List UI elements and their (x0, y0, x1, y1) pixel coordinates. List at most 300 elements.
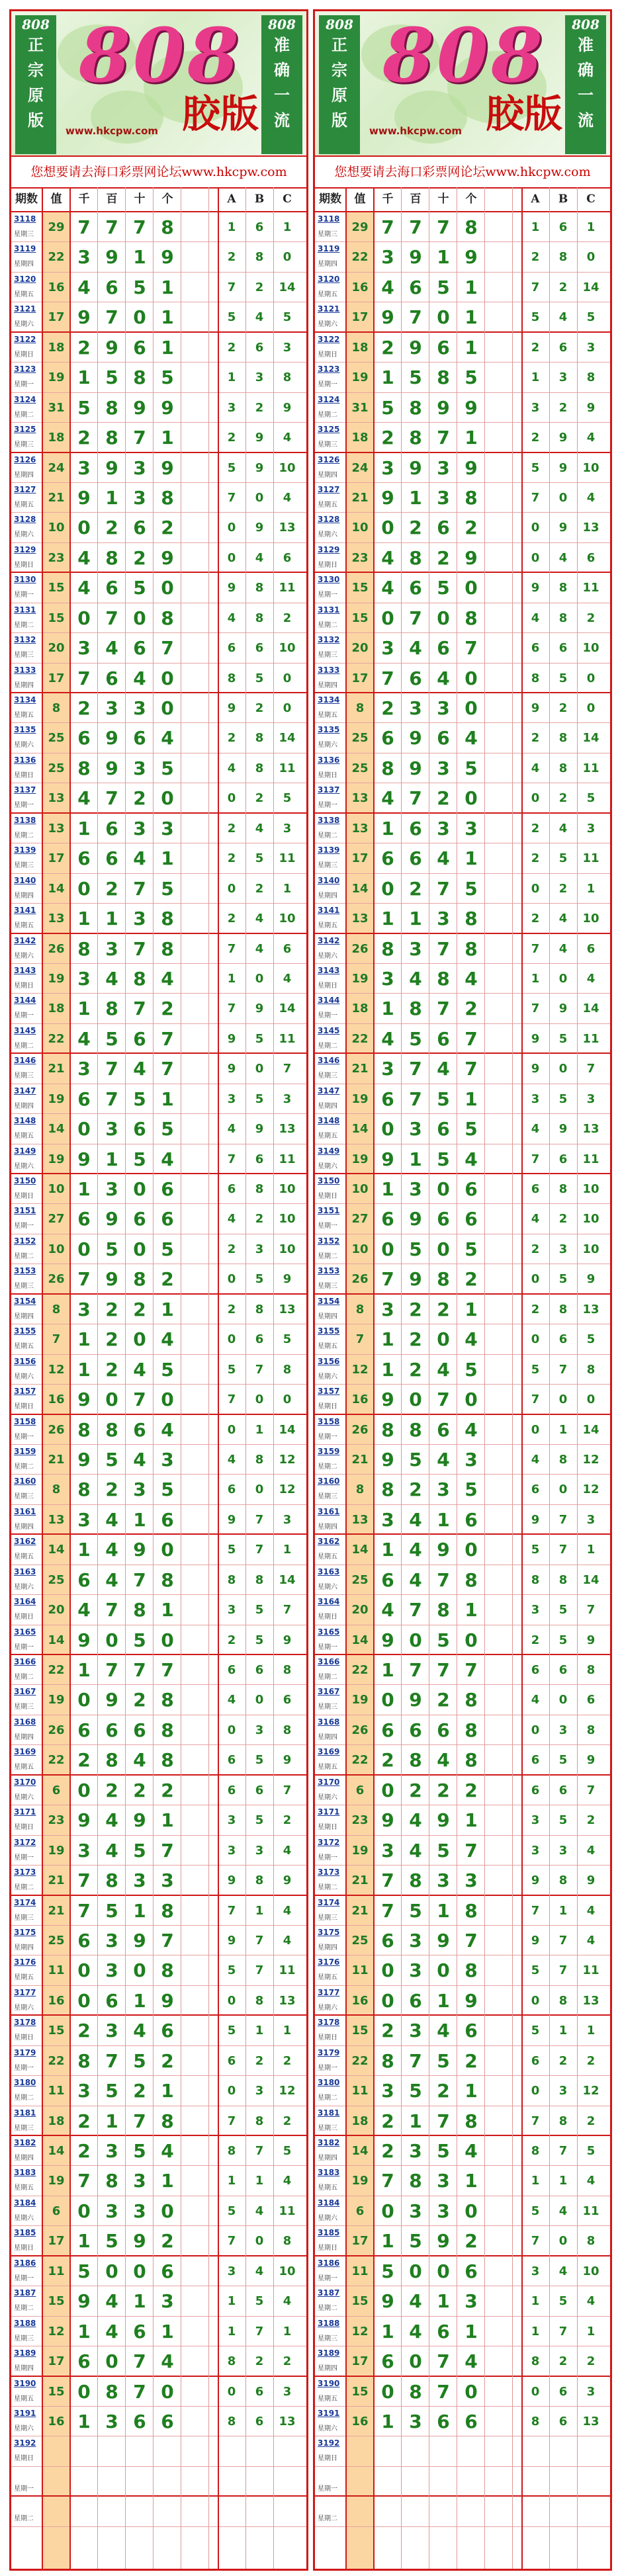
period-number[interactable]: 3146 (318, 1056, 340, 1066)
sum-value: 19 (347, 1685, 373, 1714)
code-c: 9 (586, 1272, 596, 1287)
period-number[interactable]: 3158 (318, 1416, 340, 1426)
period-number[interactable]: 3152 (318, 1236, 340, 1246)
period-number[interactable]: 3149 (318, 1146, 340, 1156)
digit-thousands: 3 (381, 456, 394, 479)
period-number[interactable]: 3156 (14, 1356, 36, 1366)
period-number[interactable]: 3187 (14, 2288, 36, 2298)
digit-units: 3 (465, 1448, 478, 1471)
code-a: 5 (531, 2204, 540, 2218)
period-number[interactable]: 3133 (318, 665, 340, 675)
period-number[interactable]: 3180 (14, 2078, 36, 2088)
sum-value: 10 (43, 1234, 69, 1264)
period-number[interactable]: 3154 (14, 1296, 36, 1306)
period-number[interactable]: 3151 (318, 1206, 340, 1216)
code-c: 12 (582, 1452, 599, 1467)
period-number[interactable]: 3136 (14, 755, 36, 765)
code-b: 8 (558, 250, 568, 265)
digit-thousands: 8 (77, 937, 91, 960)
period-number[interactable]: 3156 (318, 1356, 340, 1366)
period-number[interactable]: 3166 (14, 1657, 36, 1666)
period-number[interactable]: 3163 (318, 1567, 340, 1576)
period-number[interactable]: 3155 (318, 1326, 340, 1336)
period-number[interactable]: 3137 (14, 785, 36, 795)
period-cell (315, 693, 345, 722)
digit-thousands: 7 (381, 1268, 394, 1291)
sum-value: 19 (347, 1836, 373, 1865)
period-number[interactable]: 3139 (14, 845, 36, 855)
period-number[interactable]: 3129 (14, 544, 36, 554)
period-number[interactable]: 3126 (14, 454, 36, 464)
digit-hundreds: 6 (409, 1719, 422, 1741)
period-cell (315, 483, 345, 512)
period-number[interactable]: 3137 (318, 785, 340, 795)
period-number[interactable]: 3177 (318, 1987, 340, 1997)
period-number[interactable]: 3159 (318, 1446, 340, 1456)
digit-units (458, 2436, 484, 2466)
period-number[interactable]: 3135 (14, 725, 36, 735)
period-number[interactable]: 3173 (14, 1868, 36, 1877)
digit-thousands: 1 (381, 908, 394, 930)
period-number[interactable]: 3180 (318, 2078, 340, 2088)
digit-units: 0 (465, 577, 478, 599)
code-c: 11 (279, 1152, 296, 1166)
digit-hundreds: 5 (105, 1448, 118, 1471)
digit-tens: 3 (437, 697, 450, 719)
weekday-label: 星期六 (318, 321, 337, 329)
period-number[interactable]: 3178 (14, 2018, 36, 2028)
period-number[interactable]: 3150 (14, 1176, 36, 1185)
banner-left-corner-word: 宗 (332, 60, 347, 79)
period-cell (11, 904, 42, 932)
sum-value: 21 (347, 1866, 373, 1894)
period-number[interactable]: 3124 (14, 394, 36, 404)
header-period: 期数 (15, 193, 38, 206)
code-c: 0 (283, 1393, 292, 1407)
table-row (315, 2497, 610, 2526)
period-number[interactable]: 3124 (318, 394, 340, 404)
sum-value: 31 (347, 393, 373, 422)
table-row (11, 1174, 306, 1204)
period-number[interactable]: 3158 (14, 1416, 36, 1426)
digit-thousands: 4 (77, 546, 91, 569)
forum-notice[interactable]: 您想要请去海口彩票网论坛www.hkcpw.com (315, 155, 610, 189)
code-b: 4 (255, 912, 264, 926)
code-b: 6 (255, 2384, 264, 2399)
digit-tens: 8 (133, 1599, 146, 1621)
period-number[interactable]: 3148 (14, 1116, 36, 1126)
period-number[interactable]: 3165 (318, 1627, 340, 1637)
period-number[interactable]: 3169 (14, 1747, 36, 1757)
period-number[interactable]: 3122 (318, 334, 340, 344)
period-number[interactable]: 3172 (14, 1837, 36, 1847)
period-number[interactable]: 3125 (14, 425, 36, 435)
code-c: 10 (279, 2264, 296, 2278)
period-number[interactable]: 3138 (14, 815, 36, 825)
table-row (11, 1955, 306, 1985)
digit-units: 8 (465, 1689, 478, 1711)
digit-thousands: 1 (381, 2320, 394, 2342)
period-number[interactable]: 3182 (318, 2138, 340, 2147)
period-number[interactable]: 3140 (318, 875, 340, 885)
table-row (315, 2226, 610, 2256)
code-b: 7 (255, 1362, 264, 1377)
period-number[interactable]: 3177 (14, 1987, 36, 1997)
digit-units: 8 (465, 908, 478, 930)
period-number[interactable]: 3183 (318, 2168, 340, 2178)
period-number[interactable]: 3153 (14, 1266, 36, 1276)
digit-units: 4 (161, 727, 174, 750)
digit-hundreds: 9 (409, 1268, 422, 1291)
weekday-label: 星期二 (318, 2305, 337, 2313)
code-b: 5 (255, 1092, 264, 1106)
period-number[interactable]: 3143 (318, 965, 340, 975)
period-number[interactable]: 3169 (318, 1747, 340, 1757)
period-number[interactable]: 3187 (318, 2288, 340, 2298)
weekday-label: 星期四 (14, 2155, 34, 2162)
period-cell (315, 2346, 345, 2375)
period-number[interactable]: 3191 (14, 2408, 36, 2418)
period-number[interactable]: 3190 (318, 2378, 340, 2388)
grid-rows (315, 212, 610, 2527)
period-number[interactable]: 3174 (318, 1897, 340, 1907)
code-b: 6 (255, 1332, 264, 1347)
code-c: 8 (586, 370, 596, 385)
period-number[interactable]: 3192 (318, 2438, 340, 2448)
period-number[interactable]: 3183 (14, 2168, 36, 2178)
code-a: 1 (531, 2324, 540, 2339)
period-number[interactable]: 3154 (318, 1296, 340, 1306)
code-c: 13 (582, 1302, 599, 1316)
digit-tens: 7 (133, 216, 146, 238)
period-number[interactable]: 3167 (318, 1687, 340, 1697)
digit-tens: 4 (437, 1358, 450, 1381)
period-number[interactable]: 3134 (318, 695, 340, 705)
period-number[interactable]: 3149 (14, 1146, 36, 1156)
period-number[interactable]: 3129 (318, 544, 340, 554)
period-number[interactable]: 3168 (14, 1717, 36, 1727)
digit-thousands: 1 (77, 908, 91, 930)
code-c: 3 (586, 340, 596, 355)
table-row (315, 423, 610, 452)
weekday-label: 星期四 (14, 261, 34, 269)
table-row (11, 1986, 306, 2016)
period-number[interactable]: 3171 (14, 1807, 36, 1817)
period-number[interactable]: 3153 (318, 1266, 340, 1276)
code-c: 3 (283, 340, 292, 355)
period-number[interactable]: 3128 (318, 515, 340, 525)
period-number[interactable]: 3126 (318, 454, 340, 464)
period-number[interactable]: 3131 (14, 605, 36, 615)
period-number[interactable]: 3123 (318, 365, 340, 374)
digit-hundreds: 9 (105, 246, 118, 269)
period-number[interactable]: 3118 (318, 214, 340, 224)
digit-tens: 0 (437, 607, 450, 629)
period-number[interactable]: 3185 (318, 2228, 340, 2238)
digit-tens: 0 (437, 306, 450, 329)
period-number[interactable]: 3172 (318, 1837, 340, 1847)
digit-tens: 2 (437, 546, 450, 569)
weekday-label: 星期日 (14, 2034, 34, 2042)
period-number[interactable]: 3118 (14, 214, 36, 224)
period-number[interactable]: 3184 (14, 2198, 36, 2208)
period-number[interactable]: 3184 (318, 2198, 340, 2208)
digit-thousands: 0 (381, 1989, 394, 2012)
period-number[interactable]: 3178 (318, 2018, 340, 2028)
code-b: 8 (558, 581, 568, 595)
period-number[interactable]: 3159 (14, 1446, 36, 1456)
period-number[interactable]: 3189 (318, 2348, 340, 2358)
sum-value: 7 (43, 1324, 69, 1353)
digit-units (154, 2497, 181, 2526)
weekday-label: 星期四 (318, 1312, 337, 1320)
period-number[interactable]: 3130 (14, 575, 36, 585)
period-number[interactable]: 3141 (14, 906, 36, 916)
sum-value: 25 (347, 1926, 373, 1955)
period-number[interactable]: 3174 (14, 1897, 36, 1907)
period-number[interactable]: 3186 (14, 2258, 36, 2268)
period-number[interactable]: 3130 (318, 575, 340, 585)
code-c: 8 (586, 1362, 596, 1377)
period-number[interactable]: 3120 (318, 274, 340, 284)
code-c: 9 (586, 1873, 596, 1888)
table-row (315, 212, 610, 242)
period-number[interactable]: 3148 (318, 1116, 340, 1126)
period-number[interactable]: 3152 (14, 1236, 36, 1246)
code-c: 2 (283, 2053, 292, 2068)
digit-tens: 7 (133, 1568, 146, 1591)
period-number[interactable]: 3147 (318, 1086, 340, 1095)
digit-units: 9 (161, 1989, 174, 2012)
period-number[interactable]: 3165 (14, 1627, 36, 1637)
period-number[interactable]: 3143 (14, 965, 36, 975)
table-row (11, 1385, 306, 1414)
period-number[interactable]: 3160 (14, 1477, 36, 1486)
period-number[interactable]: 3119 (14, 244, 36, 254)
period-number[interactable]: 3179 (14, 2047, 36, 2057)
sum-value: 22 (347, 242, 373, 271)
period-number[interactable]: 3123 (14, 365, 36, 374)
banner-site-url[interactable]: www.hkcpw.com (369, 125, 463, 137)
code-b: 0 (255, 1062, 264, 1076)
code-a: 4 (531, 1122, 540, 1137)
weekday-label: 星期二 (318, 621, 337, 629)
code-a: 9 (531, 1933, 540, 1948)
digit-tens: 5 (437, 276, 450, 298)
period-number[interactable]: 3150 (318, 1176, 340, 1185)
digit-hundreds: 6 (409, 817, 422, 839)
period-number[interactable]: 3182 (14, 2138, 36, 2147)
period-number[interactable]: 3138 (318, 815, 340, 825)
period-number[interactable]: 3120 (14, 274, 36, 284)
period-number[interactable]: 3157 (318, 1387, 340, 1396)
banner-site-url[interactable]: www.hkcpw.com (66, 125, 159, 137)
period-number[interactable]: 3119 (318, 244, 340, 254)
period-number[interactable]: 3190 (14, 2378, 36, 2388)
period-number[interactable]: 3132 (318, 635, 340, 645)
period-number[interactable]: 3144 (14, 996, 36, 1006)
digit-thousands: 1 (381, 366, 394, 389)
digit-hundreds: 2 (105, 1479, 118, 1501)
period-number[interactable]: 3128 (14, 515, 36, 525)
sum-value: 14 (43, 2136, 69, 2165)
sum-value: 15 (43, 573, 69, 602)
period-number[interactable]: 3133 (14, 665, 36, 675)
period-cell (11, 242, 42, 271)
period-cell (315, 2166, 345, 2195)
code-c: 7 (283, 1603, 292, 1617)
period-number[interactable]: 3188 (14, 2318, 36, 2328)
code-a: 0 (227, 1332, 236, 1347)
period-number[interactable]: 3168 (318, 1717, 340, 1727)
period-number[interactable]: 3171 (318, 1807, 340, 1817)
period-number[interactable]: 3170 (14, 1777, 36, 1787)
period-number[interactable]: 3185 (14, 2228, 36, 2238)
digit-hundreds: 6 (409, 667, 422, 689)
period-number[interactable]: 3140 (14, 875, 36, 885)
period-number[interactable]: 3167 (14, 1687, 36, 1697)
period-number[interactable]: 3131 (318, 605, 340, 615)
code-c: 14 (582, 1422, 599, 1437)
forum-notice[interactable]: 您想要请去海口彩票网论坛www.hkcpw.com (11, 155, 306, 189)
digit-hundreds: 8 (105, 1869, 118, 1892)
period-number[interactable]: 3164 (318, 1597, 340, 1607)
code-a: 0 (227, 1723, 236, 1737)
period-number[interactable]: 3127 (318, 484, 340, 494)
period-number[interactable]: 3173 (318, 1868, 340, 1877)
period-number[interactable]: 3162 (318, 1537, 340, 1547)
digit-thousands: 9 (381, 1148, 394, 1170)
period-number[interactable]: 3155 (14, 1326, 36, 1336)
period-number[interactable]: 3164 (14, 1597, 36, 1607)
period-cell (315, 934, 345, 963)
code-c: 4 (586, 2174, 596, 2188)
digit-tens: 7 (133, 998, 146, 1020)
period-number[interactable]: 3176 (318, 1957, 340, 1967)
period-number[interactable]: 3134 (14, 695, 36, 705)
period-number[interactable]: 3189 (14, 2348, 36, 2358)
digit-tens: 8 (437, 1599, 450, 1621)
code-a: 4 (531, 1693, 540, 1707)
period-number[interactable]: 3121 (318, 304, 340, 314)
period-number[interactable]: 3179 (318, 2047, 340, 2057)
code-c: 10 (279, 460, 296, 475)
code-b: 7 (255, 2324, 264, 2339)
code-b: 8 (255, 611, 264, 625)
code-b: 3 (255, 1843, 264, 1858)
period-number[interactable]: 3122 (14, 334, 36, 344)
period-number[interactable]: 3191 (318, 2408, 340, 2418)
period-number[interactable]: 3170 (318, 1777, 340, 1787)
period-number[interactable]: 3136 (318, 755, 340, 765)
period-number[interactable]: 3160 (318, 1477, 340, 1486)
period-number[interactable]: 3166 (318, 1657, 340, 1666)
code-a: 6 (531, 2053, 540, 2068)
sum-value: 17 (43, 302, 69, 331)
period-number[interactable]: 3142 (318, 935, 340, 945)
code-b: 0 (558, 2234, 568, 2249)
period-cell (11, 2046, 42, 2075)
period-number[interactable]: 3135 (318, 725, 340, 735)
digit-units: 7 (465, 1929, 478, 1952)
code-a: 0 (227, 1272, 236, 1287)
period-number[interactable]: 3145 (14, 1025, 36, 1035)
period-number[interactable]: 3163 (14, 1567, 36, 1576)
period-number[interactable]: 3145 (318, 1025, 340, 1035)
period-number[interactable]: 3161 (14, 1506, 36, 1516)
sum-value: 21 (43, 1054, 69, 1083)
period-number[interactable]: 3188 (318, 2318, 340, 2328)
period-number[interactable]: 3162 (14, 1537, 36, 1547)
period-number[interactable]: 3181 (318, 2108, 340, 2118)
period-number[interactable]: 3132 (14, 635, 36, 645)
digit-hundreds: 2 (409, 1328, 422, 1351)
digit-units: 1 (161, 1809, 174, 1832)
period-number[interactable]: 3127 (14, 484, 36, 494)
period-number[interactable]: 3176 (14, 1957, 36, 1967)
period-cell (315, 1565, 345, 1594)
weekday-label: 星期三 (318, 1703, 337, 1711)
period-cell (315, 1955, 345, 1985)
sum-value: 26 (347, 1715, 373, 1744)
digit-units: 1 (161, 276, 174, 298)
header-tens: 十 (437, 193, 449, 206)
period-number[interactable]: 3142 (14, 935, 36, 945)
code-c: 4 (283, 431, 292, 445)
digit-hundreds: 2 (409, 1358, 422, 1381)
weekday-label: 星期日 (318, 982, 337, 990)
period-number[interactable]: 3175 (318, 1927, 340, 1937)
table-row (315, 543, 610, 573)
period-number[interactable]: 3192 (14, 2438, 36, 2448)
period-number[interactable]: 3141 (318, 906, 340, 916)
period-number[interactable]: 3161 (318, 1506, 340, 1516)
digit-thousands: 1 (77, 1659, 91, 1681)
digit-thousands: 7 (77, 216, 91, 238)
table-row (315, 1986, 610, 2016)
code-b (247, 2467, 272, 2495)
period-number[interactable]: 3181 (14, 2108, 36, 2118)
digit-thousands (71, 2436, 97, 2466)
digit-hundreds: 7 (409, 1058, 422, 1080)
period-number[interactable]: 3139 (318, 845, 340, 855)
digit-units: 1 (161, 427, 174, 449)
period-cell (315, 2407, 345, 2436)
weekday-label: 星期一 (14, 1223, 34, 1230)
period-number[interactable]: 3186 (318, 2258, 340, 2268)
period-number[interactable]: 3144 (318, 996, 340, 1006)
period-number[interactable]: 3121 (14, 304, 36, 314)
period-cell (11, 302, 42, 331)
sum-value: 22 (347, 1655, 373, 1684)
digit-hundreds: 5 (409, 2230, 422, 2253)
period-number[interactable]: 3147 (14, 1086, 36, 1095)
period-number[interactable]: 3157 (14, 1387, 36, 1396)
period-number[interactable]: 3125 (318, 425, 340, 435)
period-number[interactable]: 3175 (14, 1927, 36, 1937)
period-number[interactable]: 3151 (14, 1206, 36, 1216)
table-row (11, 1234, 306, 1264)
code-b: 4 (255, 550, 264, 565)
code-b: 9 (558, 521, 568, 535)
table-row (11, 483, 306, 513)
code-b: 6 (255, 641, 264, 656)
period-cell (11, 1024, 42, 1052)
code-b: 5 (558, 1092, 568, 1106)
code-b: 5 (558, 851, 568, 866)
period-number[interactable]: 3146 (14, 1056, 36, 1066)
digit-thousands: 7 (77, 2170, 91, 2192)
